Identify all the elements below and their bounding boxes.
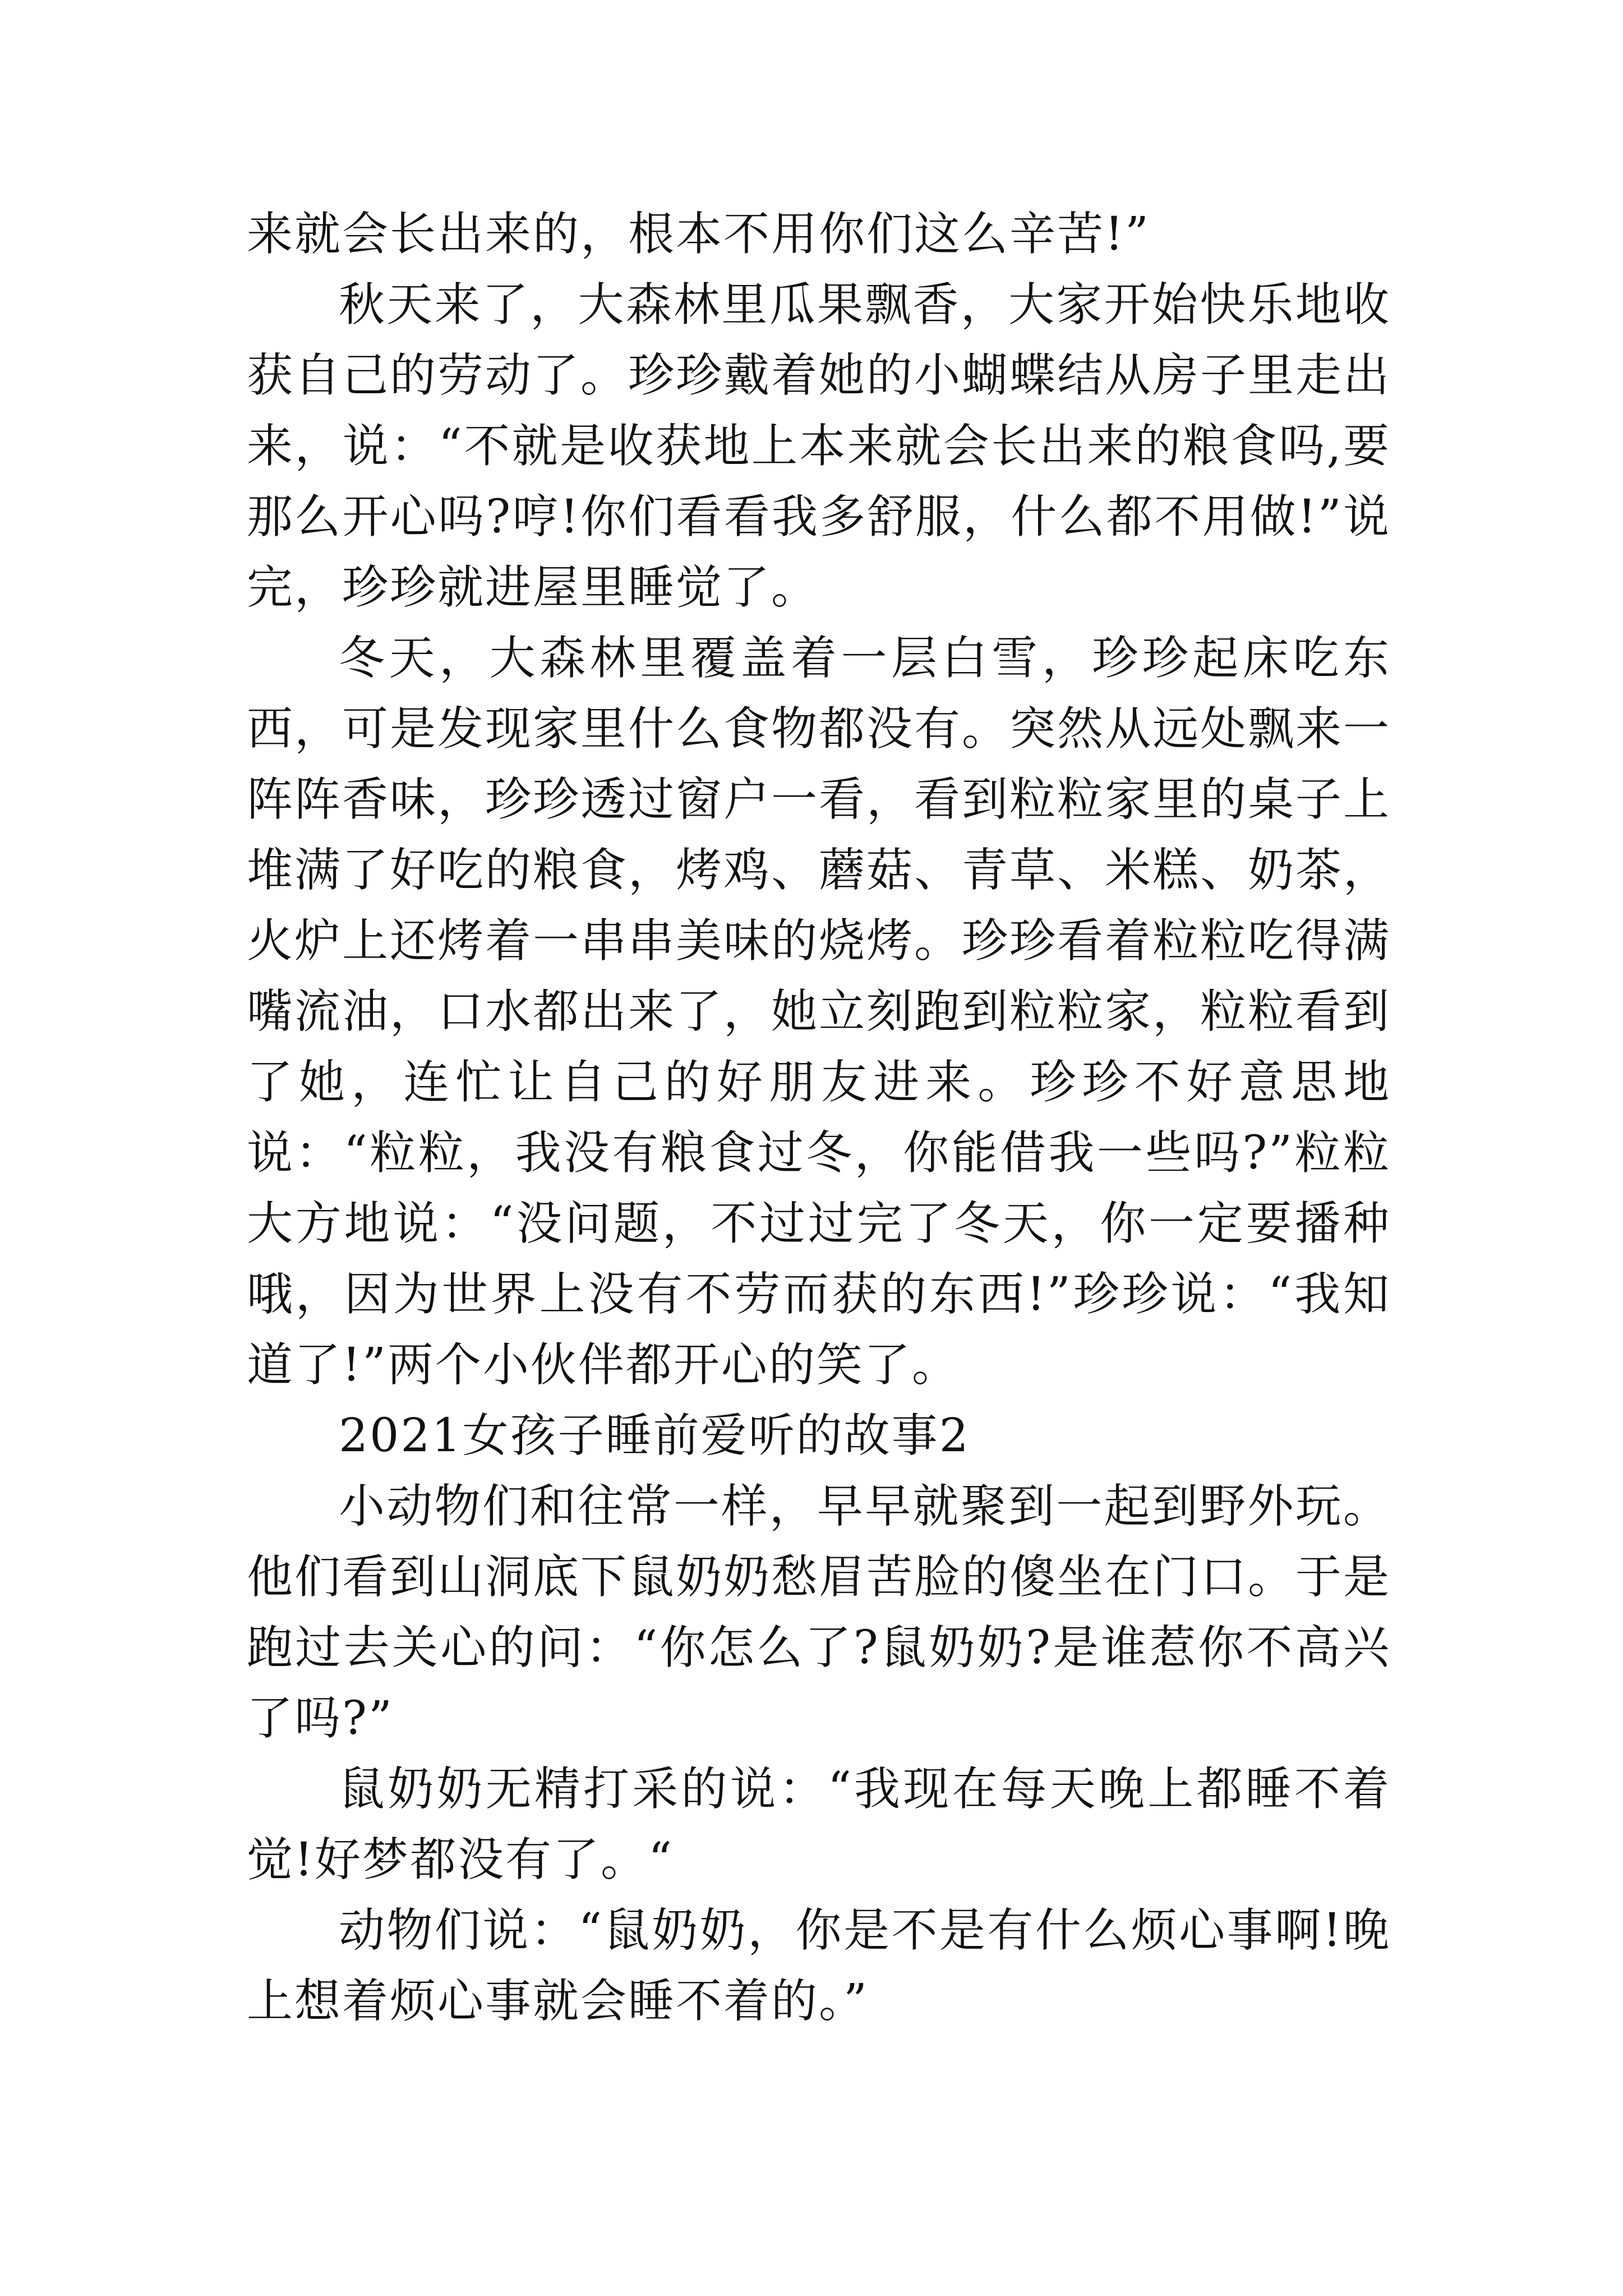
paragraph-continuation: 来就会长出来的，根本不用你们这么辛苦!”	[247, 208, 1150, 261]
document-body	[247, 199, 1391, 2037]
paragraph-animals-reply: 动物们说：“鼠奶奶，你是不是有什么烦心事啊!晚上想着烦心事就会睡不着的。”	[247, 1904, 1391, 2028]
paragraph-animals: 小动物们和往常一样，早早就聚到一起到野外玩。他们看到山洞底下鼠奶奶愁眉苦脸的傻坐在门口。于是跑过去关心的问：“你怎么了?鼠奶奶?是谁惹你不高兴了吗?”	[247, 1480, 1391, 1745]
paragraph-winter: 冬天，大森林里覆盖着一层白雪，珍珍起床吃东西，可是发现家里什么食物都没有。突然从远处飘来一阵阵香味，珍珍透过窗户一看，看到粒粒家里的桌子上堆满了好吃的粮食，烤鸡、蘑菇、青草、米糕、奶茶，火炉上还烤着一串串美味的烧烤。珍珍看着粒粒吃得满嘴流油，口水都出来了，她立刻跑到粒粒家，粒粒看到了她，连忙让自己的好朋友进来。珍珍不好意思地说：“粒粒，我没有粮食过冬，你能借我一些吗?”粒粒大方地说：“没问题，不过过完了冬天，你一定要播种哦，因为世界上没有不劳而获的东西!”珍珍说：“我知道了!”两个小伙伴都开心的笑了。	[247, 632, 1391, 1392]
paragraph-autumn: 秋天来了，大森林里瓜果飘香，大家开始快乐地收获自己的劳动了。珍珍戴着她的小蝴蝶结从房子里走出来，说：“不就是收获地上本来就会长出来的粮食吗,要那么开心吗?哼!你们看看我多舒服，什么都不用做!”说完，珍珍就进屋里睡觉了。	[247, 278, 1391, 614]
section-heading: 2021女孩子睡前爱听的故事2	[339, 1409, 970, 1462]
paragraph-grandma-mouse: 鼠奶奶无精打采的说：“我现在每天晚上都睡不着觉!好梦都没有了。“	[247, 1763, 1391, 1887]
